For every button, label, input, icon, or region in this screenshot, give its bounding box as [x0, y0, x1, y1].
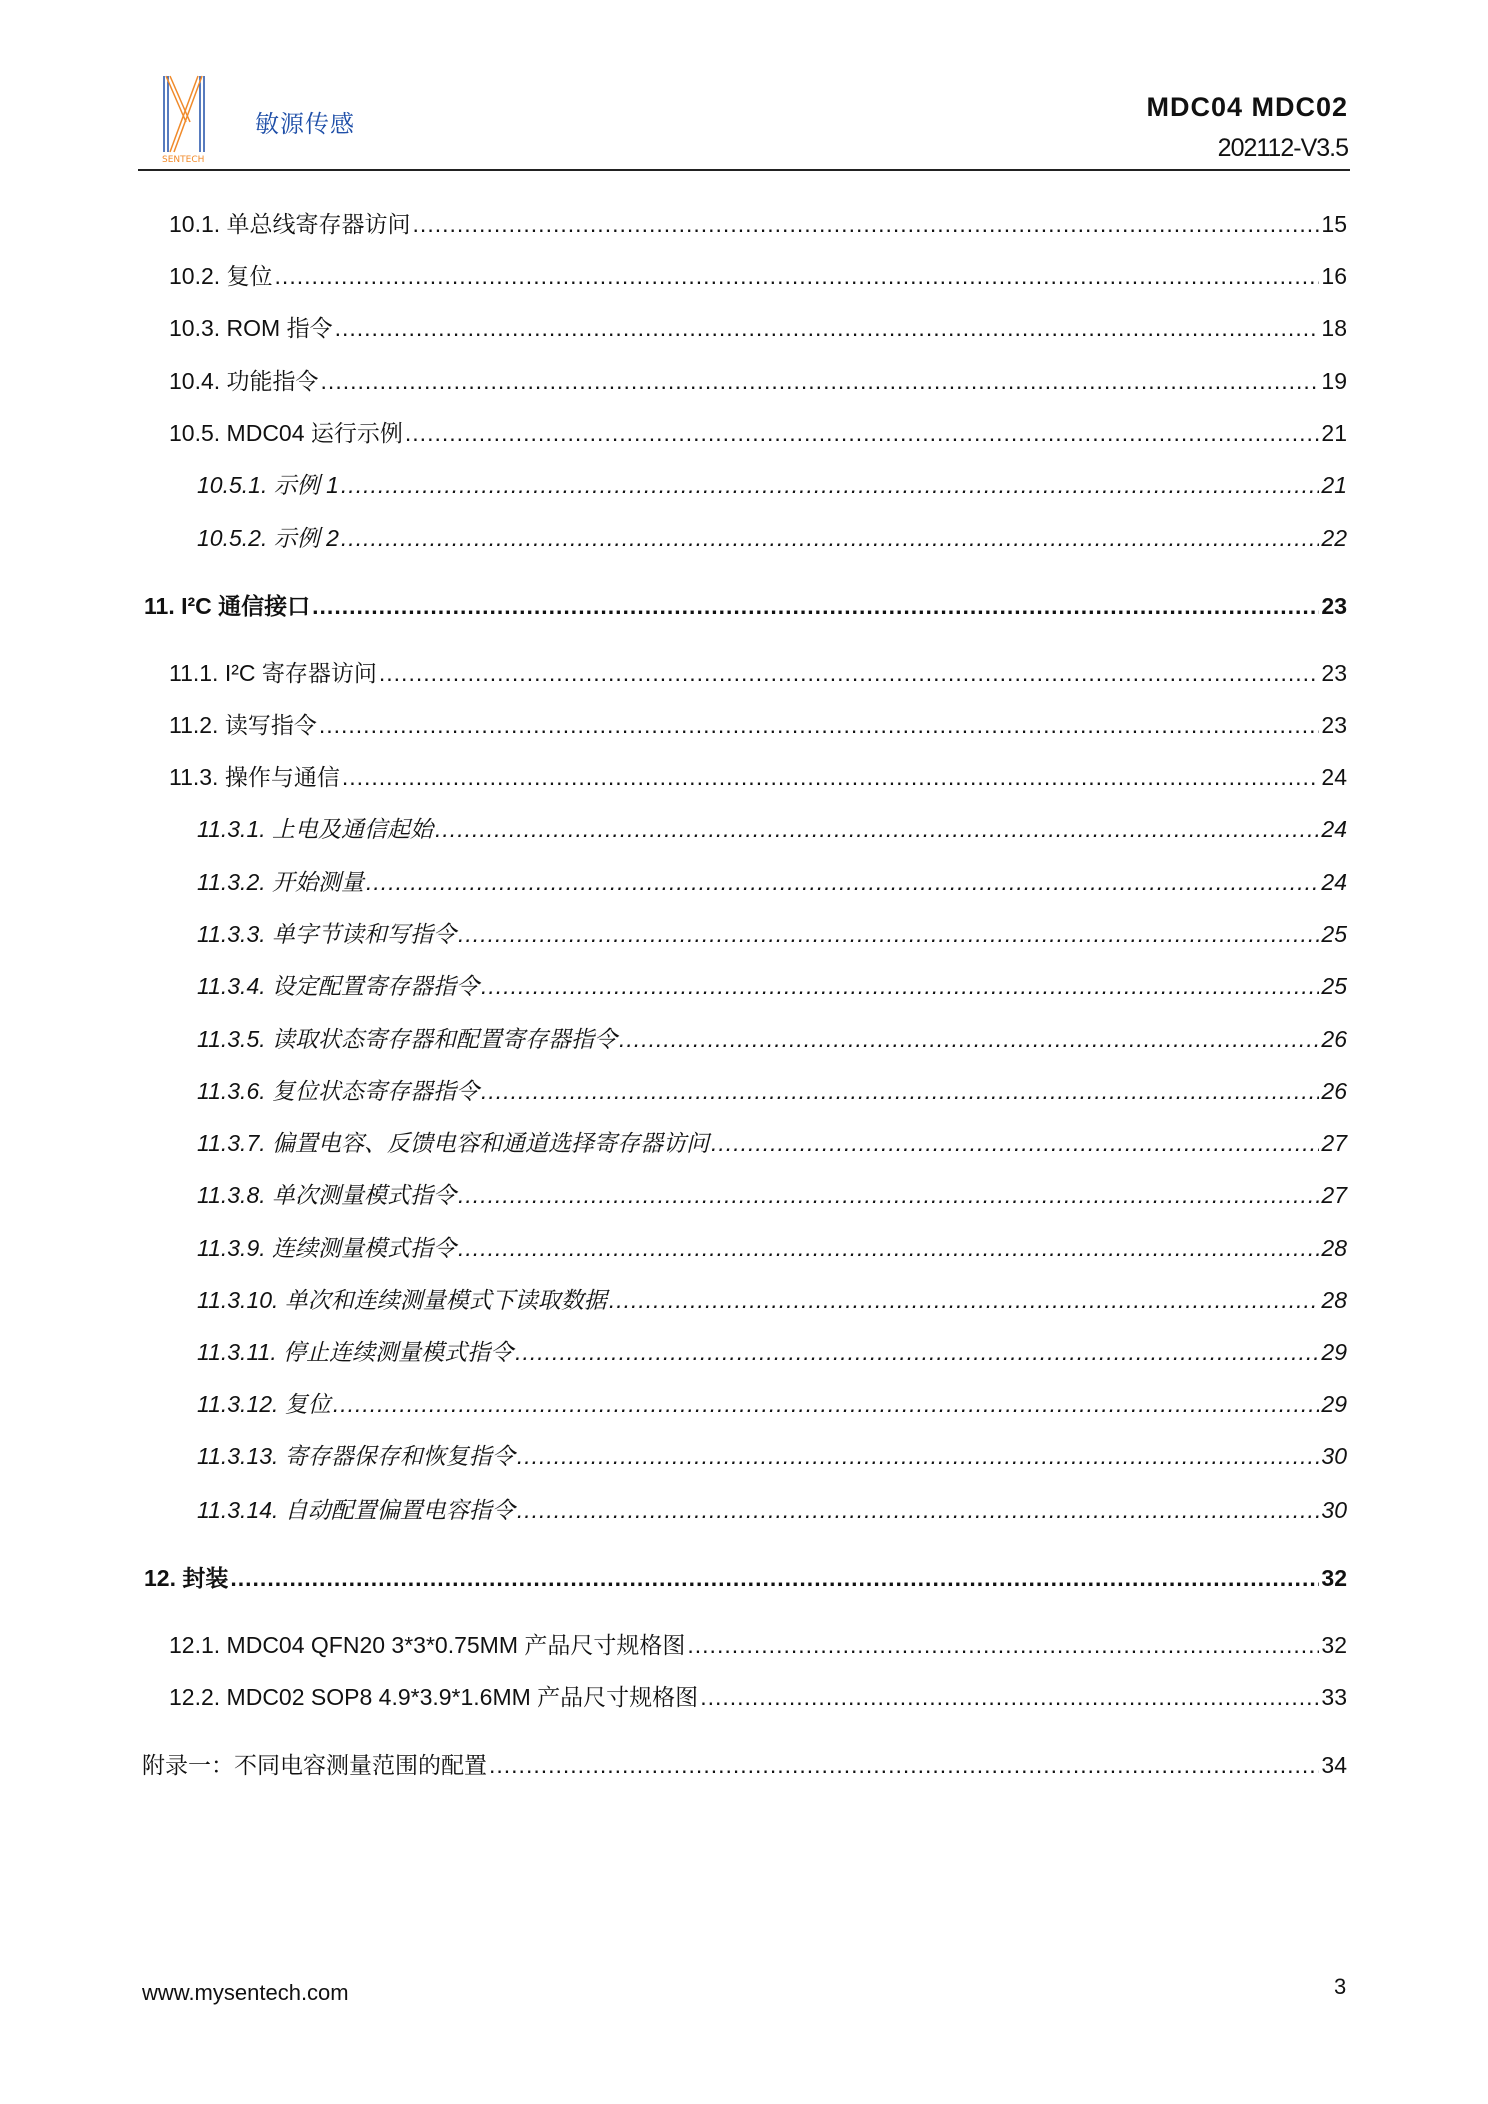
- toc-entry-page: 33: [1321, 1684, 1347, 1710]
- dot-leader: [489, 1750, 1319, 1780]
- toc-entry-label: 11.3.14. 自动配置偏置电容指令: [197, 1497, 515, 1523]
- toc-entry[interactable]: [197, 1128, 1347, 1158]
- toc-entry[interactable]: [169, 366, 1347, 396]
- dot-leader: [275, 261, 1320, 291]
- toc-entry-label: 11.3.9. 连续测量模式指令: [197, 1235, 457, 1261]
- toc-entry-page: 34: [1321, 1752, 1347, 1778]
- toc-entry[interactable]: [197, 1389, 1347, 1419]
- toc-entry-page: 16: [1321, 263, 1347, 289]
- toc-entry-page: 15: [1321, 211, 1347, 237]
- toc-entry-page: 32: [1321, 1632, 1347, 1658]
- toc-entry-label: 10.5.2. 示例 2: [197, 525, 339, 551]
- toc-entry-label: 10.3. ROM 指令: [169, 315, 333, 341]
- dot-leader: [700, 1682, 1319, 1712]
- toc-entry[interactable]: [197, 1024, 1347, 1054]
- toc-entry-page: 21: [1321, 472, 1347, 498]
- toc-entry-label: 11.3.6. 复位状态寄存器指令: [197, 1078, 480, 1104]
- toc-entry-label: 11.3.4. 设定配置寄存器指令: [197, 973, 480, 999]
- toc-entry-page: 32: [1321, 1565, 1347, 1591]
- toc-entry[interactable]: [169, 418, 1347, 448]
- toc-entry-label: 11.2. 读写指令: [169, 712, 317, 738]
- toc-entry-label: 11.3.3. 单字节读和写指令: [197, 921, 457, 947]
- toc-entry[interactable]: [197, 470, 1347, 500]
- toc-entry-label: 12. 封装: [144, 1565, 229, 1591]
- toc-entry-page: 22: [1321, 525, 1347, 551]
- toc-entry[interactable]: [169, 209, 1347, 239]
- page-number: 3: [1334, 1974, 1347, 1999]
- toc-entry-label: 10.2. 复位: [169, 263, 273, 289]
- toc-entry[interactable]: [144, 1563, 1347, 1593]
- toc-entry[interactable]: [169, 1682, 1347, 1712]
- dot-leader: [711, 1128, 1319, 1158]
- dot-leader: [481, 971, 1319, 1001]
- toc-entry[interactable]: [197, 1233, 1347, 1263]
- toc-entry-page: 26: [1321, 1078, 1347, 1104]
- header-divider: [138, 169, 1350, 171]
- toc-entry[interactable]: [197, 1495, 1347, 1525]
- toc-entry[interactable]: [197, 523, 1347, 553]
- toc-entry-label: 10.5. MDC04 运行示例: [169, 420, 403, 446]
- toc-entry-page: 18: [1321, 315, 1347, 341]
- dot-leader: [342, 762, 1320, 792]
- toc-entry-label: 11.3.1. 上电及通信起始: [197, 816, 434, 842]
- dot-leader: [517, 1441, 1320, 1471]
- toc-entry-label: 11.3.12. 复位: [197, 1391, 331, 1417]
- toc-entry-page: 29: [1321, 1391, 1347, 1417]
- toc-entry-label: 10.4. 功能指令: [169, 368, 319, 394]
- toc-entry[interactable]: [197, 1180, 1347, 1210]
- dot-leader: [341, 523, 1319, 553]
- toc-entry-page: 24: [1321, 764, 1347, 790]
- toc-entry-page: 21: [1321, 420, 1347, 446]
- toc-entry[interactable]: [169, 762, 1347, 792]
- toc-entry-label: 11.3. 操作与通信: [169, 764, 340, 790]
- toc-entry-page: 30: [1321, 1443, 1347, 1469]
- toc-entry-label: 11.3.13. 寄存器保存和恢复指令: [197, 1443, 515, 1469]
- dot-leader: [230, 1563, 1319, 1593]
- toc-entry[interactable]: [169, 313, 1347, 343]
- toc-entry[interactable]: [169, 261, 1347, 291]
- dot-leader: [366, 867, 1319, 897]
- toc-entry-label: 10.5.1. 示例 1: [197, 472, 339, 498]
- toc-entry-label: 10.1. 单总线寄存器访问: [169, 211, 411, 237]
- dot-leader: [458, 1233, 1319, 1263]
- toc-entry[interactable]: [142, 1750, 1347, 1780]
- dot-leader: [517, 1495, 1320, 1525]
- toc-entry-label: 12.2. MDC02 SOP8 4.9*3.9*1.6MM 产品尺寸规格图: [169, 1684, 699, 1710]
- toc-entry[interactable]: [169, 1630, 1347, 1660]
- toc-entry-page: 29: [1321, 1339, 1347, 1365]
- toc-entry[interactable]: [197, 814, 1347, 844]
- dot-leader: [481, 1076, 1319, 1106]
- footer-website[interactable]: www.mysentech.com: [142, 1980, 349, 2005]
- dot-leader: [379, 658, 1320, 688]
- toc-entry-page: 24: [1321, 816, 1347, 842]
- toc-entry-page: 30: [1321, 1497, 1347, 1523]
- logo-subtext: SENTECH: [162, 155, 205, 164]
- toc-entry-page: 24: [1321, 869, 1347, 895]
- toc-entry-page: 26: [1321, 1026, 1347, 1052]
- dot-leader: [341, 470, 1319, 500]
- dot-leader: [312, 591, 1319, 621]
- dot-leader: [321, 366, 1320, 396]
- toc-entry-label: 11.3.7. 偏置电容、反馈电容和通道选择寄存器访问: [197, 1130, 710, 1156]
- toc-entry-page: 25: [1321, 973, 1347, 999]
- toc-entry[interactable]: [197, 867, 1347, 897]
- toc-entry-label: 11. I²C 通信接口: [144, 593, 311, 619]
- toc-entry[interactable]: [144, 591, 1347, 621]
- toc-entry-label: 11.3.8. 单次测量模式指令: [197, 1182, 457, 1208]
- toc-entry-page: 28: [1321, 1287, 1347, 1313]
- dot-leader: [609, 1285, 1320, 1315]
- toc-entry-page: 25: [1321, 921, 1347, 947]
- dot-leader: [458, 919, 1319, 949]
- dot-leader: [515, 1337, 1319, 1367]
- dot-leader: [405, 418, 1320, 448]
- toc-entry-label: 11.3.10. 单次和连续测量模式下读取数据: [197, 1287, 607, 1313]
- toc-entry-label: 11.3.11. 停止连续测量模式指令: [197, 1339, 514, 1365]
- toc-entry-label: 12.1. MDC04 QFN20 3*3*0.75MM 产品尺寸规格图: [169, 1632, 686, 1658]
- dot-leader: [319, 710, 1320, 740]
- toc-entry-label: 11.3.2. 开始测量: [197, 869, 365, 895]
- toc-entry-page: 23: [1321, 660, 1347, 686]
- toc-entry-label: 11.1. I²C 寄存器访问: [169, 660, 377, 686]
- toc-entry[interactable]: [197, 971, 1347, 1001]
- dot-leader: [333, 1389, 1320, 1419]
- logo-text: 敏源传感: [255, 111, 355, 138]
- toc-entry[interactable]: [197, 1337, 1347, 1367]
- dot-leader: [687, 1630, 1319, 1660]
- document-title: MDC04 MDC02: [1146, 92, 1348, 122]
- document-version: 202112-V3.5: [1217, 134, 1348, 162]
- dot-leader: [413, 209, 1320, 239]
- toc-entry[interactable]: [197, 1285, 1347, 1315]
- toc-entry[interactable]: [197, 1076, 1347, 1106]
- toc-entry-page: 27: [1321, 1182, 1347, 1208]
- toc-entry[interactable]: [169, 658, 1347, 688]
- toc-entry[interactable]: [197, 919, 1347, 949]
- toc-entry-page: 23: [1321, 593, 1347, 619]
- dot-leader: [335, 313, 1320, 343]
- toc-entry[interactable]: [169, 710, 1347, 740]
- dot-leader: [619, 1024, 1319, 1054]
- toc-entry-page: 28: [1321, 1235, 1347, 1261]
- toc-entry-page: 27: [1321, 1130, 1347, 1156]
- toc-entry-page: 23: [1321, 712, 1347, 738]
- toc-entry-page: 19: [1321, 368, 1347, 394]
- toc-entry[interactable]: [197, 1441, 1347, 1471]
- dot-leader: [435, 814, 1319, 844]
- toc-entry-label: 11.3.5. 读取状态寄存器和配置寄存器指令: [197, 1026, 618, 1052]
- dot-leader: [458, 1180, 1319, 1210]
- toc-entry-label: 附录一：不同电容测量范围的配置: [142, 1752, 487, 1778]
